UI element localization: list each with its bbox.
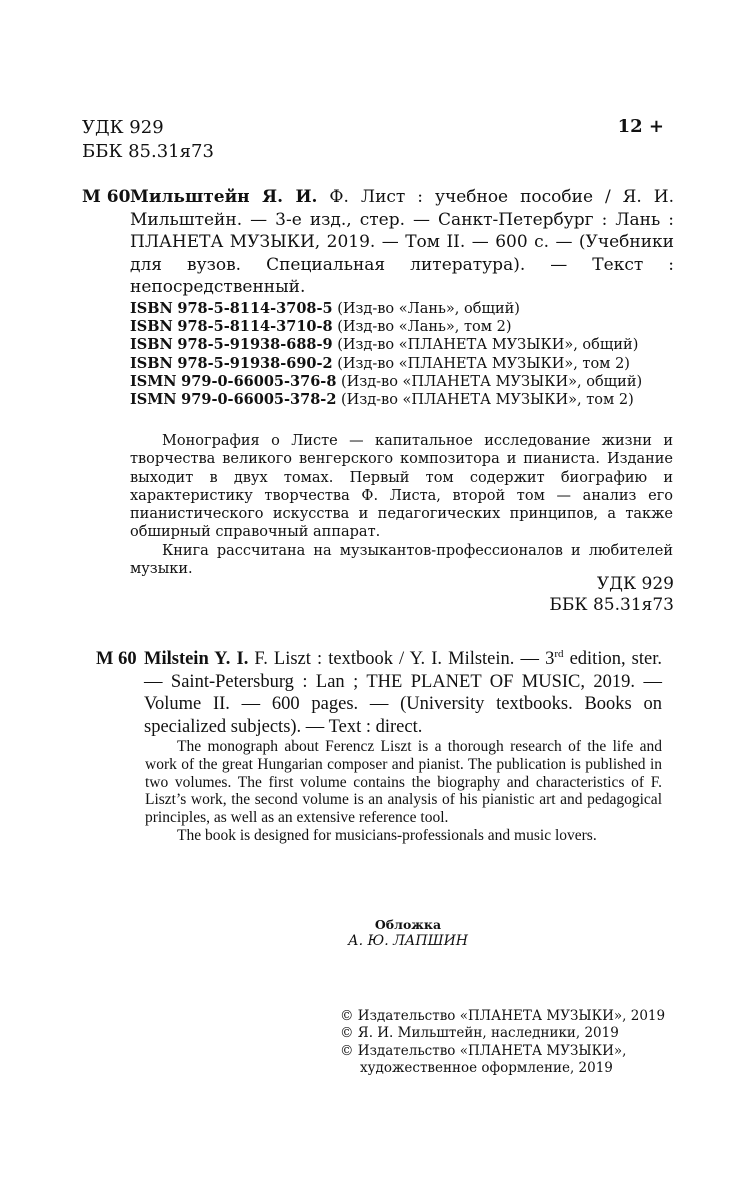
ismn-number: 979-0-66005-376-8	[181, 372, 337, 390]
copyright-line: художественное оформление, 2019	[360, 1059, 613, 1076]
ru-annotation-paragraph: Книга рассчитана на музыкантов-профессионалов и любителей музыки.	[130, 542, 673, 578]
age-rating: 12 +	[617, 116, 664, 137]
isbn-note: (Изд-во «Лань», общий)	[337, 301, 520, 317]
isbn-number: 978-5-8114-3708-5	[177, 300, 333, 317]
isbn-row	[130, 355, 642, 373]
copyright-line: © Я. И. Мильштейн, наследники, 2019	[340, 1025, 619, 1042]
udk-code: УДК 929	[596, 574, 674, 594]
ismn-label: ISMN	[130, 372, 177, 390]
ru-classification-codes	[549, 574, 674, 616]
en-annotation-paragraph: The monograph about Ferencz Liszt is a thorough research of the life and work of the great Hungarian composer and pianist. The publication is published in two volumes. The first volume contains the biography and characteristics of F. Liszt’s work, the second volume is an analysis of his pianistic art and pedagogical principles, as well as an extensive reference tool.	[145, 738, 662, 827]
copyright-line: © Издательство «ПЛАНЕТА МУЗЫКИ»,	[340, 1042, 627, 1059]
isbn-row	[130, 300, 642, 318]
ru-entry-body: Ф. Лист : учебное пособие / Я. И. Мильштейн. — 3-е изд., стер. — Санкт-Петербург : Лань : ПЛАНЕТА МУЗЫКИ, 2019. — Том II. — 600 с. — (Учебники для вузов. Специальная литература). — Текст : непосредственный.	[130, 187, 674, 297]
ru-annotation-paragraph: Монография о Листе — капитальное исследование жизни и творчества великого венгерского композитора и пианиста. Издание выходит в двух томах. Первый том содержит биографию и характеристику творчества Ф. Листа, второй том — анализ его пианистического искусства и педагогических принципов, а также обширный справочный аппарат.	[130, 433, 673, 541]
isbn-note: (Изд-во «ПЛАНЕТА МУЗЫКИ», том 2)	[337, 355, 630, 372]
isbn-note: (Изд-во «ПЛАНЕТА МУЗЫКИ», общий)	[337, 337, 639, 354]
isbn-label: ISBN	[130, 318, 173, 336]
isbn-label: ISBN	[130, 336, 173, 354]
ru-entry-author: Мильштейн Я. И.	[130, 187, 318, 207]
ismn-row	[130, 373, 642, 391]
isbn-number: 978-5-8114-3710-8	[177, 318, 333, 336]
ru-bibliographic-entry	[82, 186, 674, 299]
en-annotation-paragraph: The book is designed for musicians-professionals and music lovers.	[177, 826, 597, 844]
isbn-list	[130, 300, 642, 409]
cover-label: Обложка	[374, 917, 442, 932]
en-entry-author: Milstein Y. I.	[144, 649, 249, 669]
copyright-block	[340, 1008, 665, 1077]
bbk-code: ББК 85.31я73	[549, 595, 674, 615]
isbn-row	[130, 336, 642, 354]
ismn-label: ISMN	[130, 391, 177, 409]
ru-annotation	[130, 432, 673, 578]
en-entry-code: M 60	[96, 649, 137, 669]
isbn-note: (Изд-во «Лань», том 2)	[337, 319, 512, 336]
en-annotation	[145, 738, 662, 845]
isbn-label: ISBN	[130, 300, 173, 317]
isbn-row	[130, 318, 642, 336]
copyright-line: © Издательство «ПЛАНЕТА МУЗЫКИ», 2019	[340, 1008, 666, 1024]
isbn-label: ISBN	[130, 354, 173, 372]
edition-superscript: rd	[554, 647, 564, 660]
top-classification-codes	[82, 116, 214, 164]
ismn-number: 979-0-66005-378-2	[181, 391, 337, 409]
ismn-row	[130, 391, 642, 409]
udk-code: УДК 929	[82, 117, 164, 138]
en-bibliographic-entry	[96, 648, 662, 738]
ismn-note: (Изд-во «ПЛАНЕТА МУЗЫКИ», том 2)	[341, 392, 634, 409]
ismn-note: (Изд-во «ПЛАНЕТА МУЗЫКИ», общий)	[341, 373, 643, 390]
en-entry-body: F. Liszt : textbook / Y. I. Milstein. — 3	[248, 649, 555, 669]
isbn-number: 978-5-91938-688-9	[177, 336, 333, 354]
cover-credit	[340, 916, 476, 950]
cover-artist: А. Ю. ЛАПШИН	[348, 933, 468, 949]
isbn-number: 978-5-91938-690-2	[177, 354, 333, 372]
ru-entry-code: М 60	[82, 187, 131, 207]
bbk-code: ББК 85.31я73	[82, 141, 214, 162]
en-entry-body-rest: edition, ster. — Saint-Petersburg : Lan ; THE PLANET OF MUSIC, 2019. — Volume II. — 600 pages. — (University textbooks. Books on specialized subjects). — Text : direct.	[144, 649, 662, 737]
